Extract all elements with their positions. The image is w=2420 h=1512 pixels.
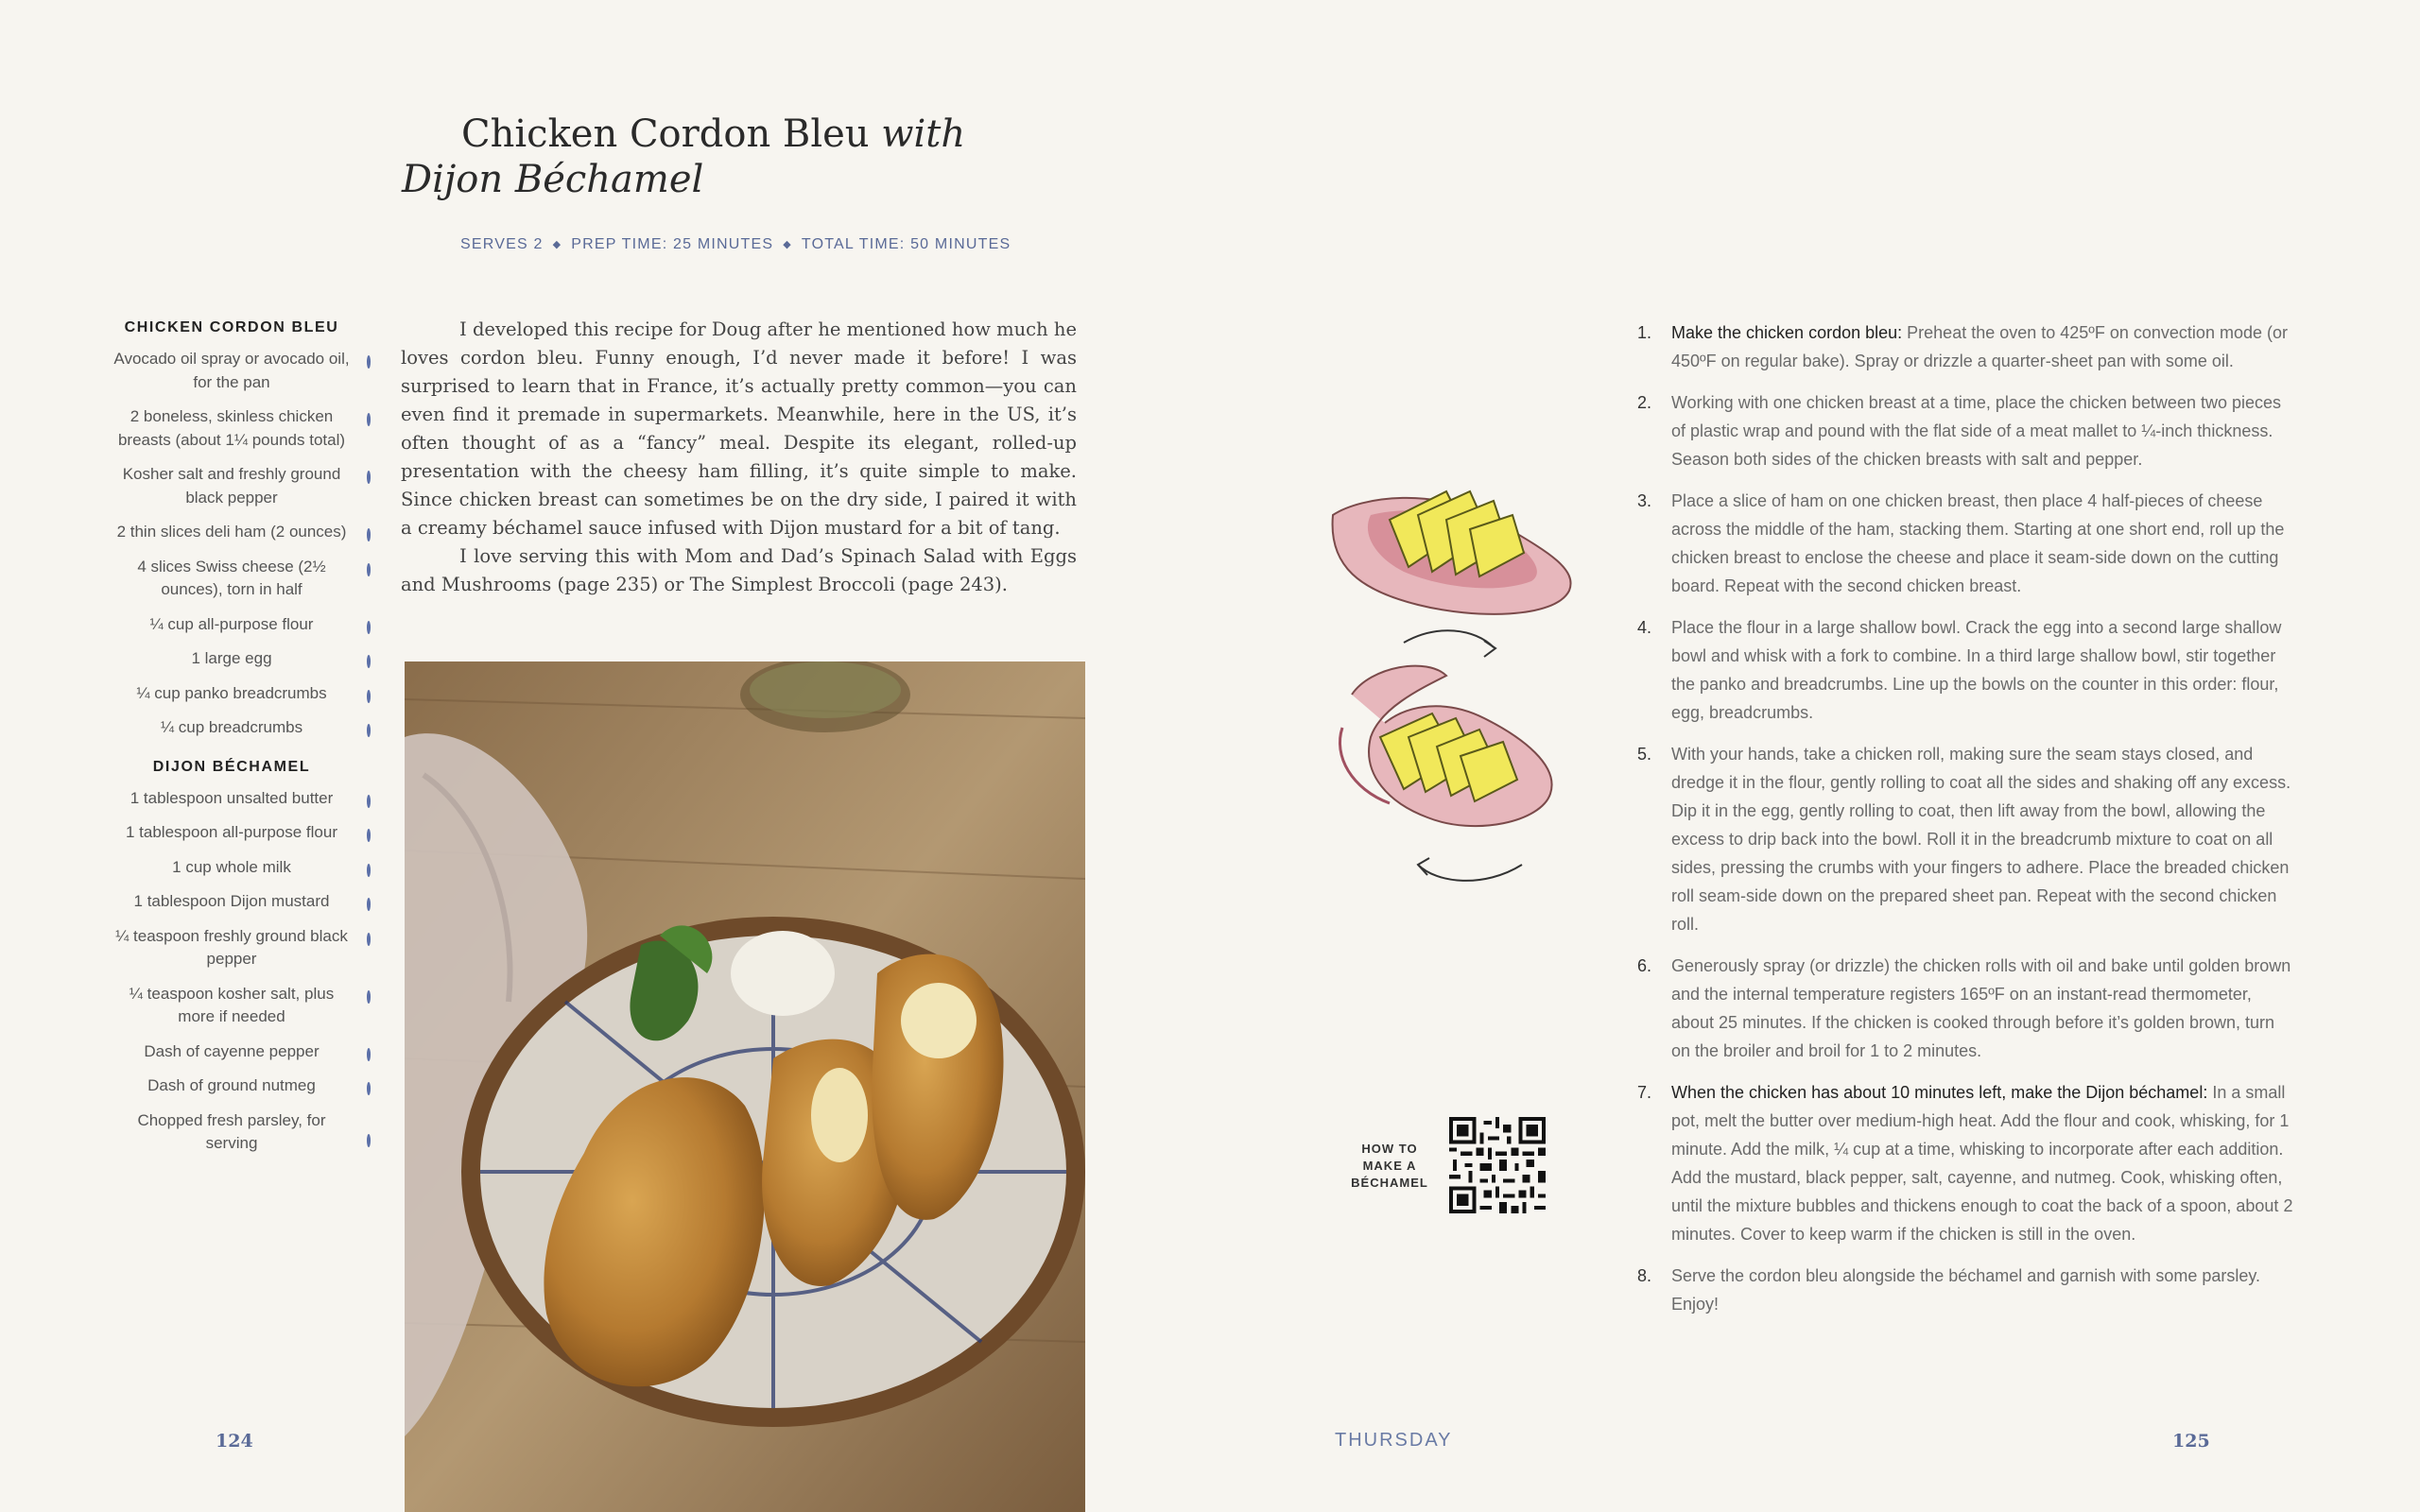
ingredient-item (113, 405, 350, 452)
step-text: With your hands, take a chicken roll, making sure the seam stays closed, and dredge it in the flour, gently rolling to coat all the sides and shaking off any excess. Dip it in the egg, gently rolling to coat, then lift away from the bowl, allowing the excess to drip back into the bowl. Roll it in the breadcrumb mixture to coat on all sides, pressing the crumbs with your fingers to adhere. Place the breaded chicken roll seam-side down on the prepared sheet pan. Repeat with the second chicken roll. (1671, 745, 2291, 934)
ingredient-item (113, 716, 350, 740)
ingredient-marker (367, 829, 371, 842)
ingredient-text: ¼ teaspoon kosher salt, plus more if needed (129, 984, 335, 1025)
ingredients-heading: CHICKEN CORDON BLEU (124, 319, 339, 335)
ingredient-text: Dash of ground nutmeg (147, 1076, 316, 1094)
intro-paragraph: I developed this recipe for Doug after he mentioned how much he loves cordon bleu. Funny enough, I’d never made it before! I was surprised to learn that in France, it’s actually pretty common—you can even find it premade in supermarkets. Meanwhile, here in the US, it’s often thought of as a “fancy” meal. Despite its elegant, rolled-up presentation with the cheesy ham filling, it’s quite simple to make. Since chicken breast can sometimes be on the dry side, I paired it with a creamy béchamel sauce infused with Dijon mustard for a bit of tang. (401, 318, 1077, 539)
ingredient-item (113, 1040, 350, 1064)
step-number: 2. (1637, 393, 1652, 412)
serves-label: SERVES 2 (460, 236, 544, 252)
ham-roll-illustration (1314, 463, 1598, 898)
ingredient-text: 1 tablespoon unsalted butter (130, 788, 334, 807)
step-number: 3. (1637, 491, 1652, 510)
ingredient-marker (367, 1134, 371, 1147)
step-text: Preheat the oven to 425ºF on convection mode (or 450ºF on regular bake). Spray or drizzle a quarter-sheet pan with some oil. (1671, 323, 2288, 370)
section-title: THURSDAY (1335, 1430, 1453, 1451)
recipe-title (402, 112, 1063, 202)
ingredient-text: ¼ cup panko breadcrumbs (136, 683, 327, 702)
meta-separator: ◆ (783, 239, 792, 250)
ingredient-text: 2 thin slices deli ham (2 ounces) (116, 523, 347, 541)
ingredient-item (113, 521, 350, 544)
instruction-step (1634, 388, 2295, 473)
step-number: 1. (1637, 323, 1652, 342)
total-time-label: TOTAL TIME: 50 MINUTES (801, 236, 1011, 252)
ingredients-list (113, 319, 350, 1167)
ingredient-text: 1 tablespoon all-purpose flour (126, 823, 337, 841)
ingredient-marker (367, 413, 371, 426)
instruction-step (1634, 613, 2295, 727)
recipe-meta (460, 236, 1011, 253)
ingredient-marker (367, 933, 371, 946)
page-number-right: 125 (2172, 1431, 2210, 1452)
ingredient-marker (367, 563, 371, 576)
ingredient-text: Dash of cayenne pepper (144, 1041, 320, 1060)
ingredient-item (113, 556, 350, 602)
ingredient-text: 1 tablespoon Dijon mustard (133, 892, 330, 910)
ingredient-text: 1 large egg (191, 649, 272, 667)
qr-code[interactable] (1449, 1117, 1546, 1213)
ingredient-item (113, 983, 350, 1029)
ingredient-marker (367, 1082, 371, 1095)
ingredient-item (113, 682, 350, 706)
title-with: with (881, 112, 966, 156)
ingredient-marker (367, 471, 371, 484)
step-text: Working with one chicken breast at a time, place the chicken between two pieces of plastic wrap and pound with the flat side of a meat mallet to ¼-inch thickness. Season both sides of the chicken breasts with salt and pepper. (1671, 393, 2282, 469)
instruction-step (1634, 740, 2295, 938)
ingredient-marker (367, 1048, 371, 1061)
ingredient-item (113, 348, 350, 394)
ingredient-marker (367, 621, 371, 634)
ingredient-text: 4 slices Swiss cheese (2½ ounces), torn in half (137, 557, 326, 598)
ingredient-item (113, 787, 350, 811)
ingredient-item (113, 613, 350, 637)
ingredient-item (113, 890, 350, 914)
page-number-left: 124 (216, 1431, 253, 1452)
ingredient-text: 2 boneless, skinless chicken breasts (about 1¼ pounds total) (117, 407, 346, 449)
step-number: 8. (1637, 1266, 1652, 1285)
ingredient-item (113, 1109, 350, 1156)
ingredient-text: ¼ cup all-purpose flour (149, 614, 314, 633)
ingredient-marker (367, 528, 371, 541)
qr-label (1342, 1141, 1437, 1192)
ingredient-text: ¼ cup breadcrumbs (160, 718, 303, 736)
qr-label-line: HOW TO (1361, 1142, 1418, 1156)
title-line-2: Dijon Béchamel (402, 158, 704, 201)
ingredient-item (113, 463, 350, 509)
step-lead: When the chicken has about 10 minutes left, make the Dijon béchamel: (1671, 1083, 2208, 1102)
qr-label-line: MAKE A (1362, 1159, 1417, 1173)
ingredient-marker (367, 690, 371, 703)
meta-separator: ◆ (552, 239, 562, 250)
step-text: Place a slice of ham on one chicken breast, then place 4 half-pieces of cheese across the middle of the ham, stacking them. Starting at one short end, roll up the chicken breast to enclose the cheese and place it seam-side down on the cutting board. Repeat with the second chicken breast. (1671, 491, 2285, 595)
instruction-step (1634, 952, 2295, 1065)
ingredient-text: ¼ teaspoon freshly ground black pepper (115, 926, 348, 968)
step-text: Place the flour in a large shallow bowl. Crack the egg into a second large shallow bowl and whisk with a fork to combine. In a third large shallow bowl, stir together the panko and breadcrumbs. Line up the bowls on the counter in this order: flour, egg, breadcrumbs. (1671, 618, 2282, 722)
intro-paragraph: I love serving this with Mom and Dad’s Spinach Salad with Eggs and Mushrooms (page 235) or The Simplest Broccoli (page 243). (401, 545, 1077, 595)
ingredient-marker (367, 724, 371, 737)
instruction-step (1634, 318, 2295, 375)
ingredient-marker (367, 655, 371, 668)
instruction-step (1634, 1078, 2295, 1248)
ingredients-heading: DIJON BÉCHAMEL (152, 758, 311, 775)
step-number: 5. (1637, 745, 1652, 764)
ingredient-item (113, 925, 350, 971)
ingredient-text: Kosher salt and freshly ground black pepper (122, 465, 341, 507)
instruction-step (1634, 487, 2295, 600)
prep-time-label: PREP TIME: 25 MINUTES (571, 236, 774, 252)
ingredient-marker (367, 990, 371, 1004)
step-text: Generously spray (or drizzle) the chicken rolls with oil and bake until golden brown and the internal temperature registers 165ºF on an instant-read thermometer, about 25 minutes. If the chicken is cooked through before it’s golden brown, turn on the broiler and broil for 1 to 2 minutes. (1671, 956, 2291, 1060)
step-lead: Make the chicken cordon bleu: (1671, 323, 1903, 342)
qr-label-line: BÉCHAMEL (1351, 1176, 1428, 1190)
ingredient-item (113, 1074, 350, 1098)
step-number: 6. (1637, 956, 1652, 975)
ingredient-marker (367, 864, 371, 877)
ingredient-text: 1 cup whole milk (172, 857, 291, 876)
ingredient-marker (367, 355, 371, 369)
ingredient-text: Avocado oil spray or avocado oil, for the pan (113, 350, 350, 391)
instructions-list (1634, 318, 2295, 1332)
ingredient-item (113, 647, 350, 671)
step-number: 4. (1637, 618, 1652, 637)
step-number: 7. (1637, 1083, 1652, 1102)
instruction-step (1634, 1262, 2295, 1318)
ingredient-marker (367, 898, 371, 911)
ingredient-marker (367, 795, 371, 808)
dish-photo-illustration (405, 662, 1085, 1512)
recipe-intro (401, 316, 1077, 599)
dish-photo (405, 662, 1085, 1512)
ingredient-item (113, 856, 350, 880)
title-line-1: Chicken Cordon Bleu (461, 112, 882, 156)
ingredient-item (113, 821, 350, 845)
ingredient-text: Chopped fresh parsley, for serving (137, 1110, 326, 1152)
step-text: Serve the cordon bleu alongside the béchamel and garnish with some parsley. Enjoy! (1671, 1266, 2261, 1314)
step-text: In a small pot, melt the butter over medium-high heat. Add the flour and cook, whisking, for 1 minute. Add the milk, ¼ cup at a time, whisking to incorporate after each addition. Add the mustard, black pepper, salt, cayenne, and nutmeg. Cook, whisking often, until the mixture bubbles and thickens enough to coat the back of a spoon, about 2 minutes. Cover to keep warm if the chicken is still in the oven. (1671, 1083, 2293, 1244)
